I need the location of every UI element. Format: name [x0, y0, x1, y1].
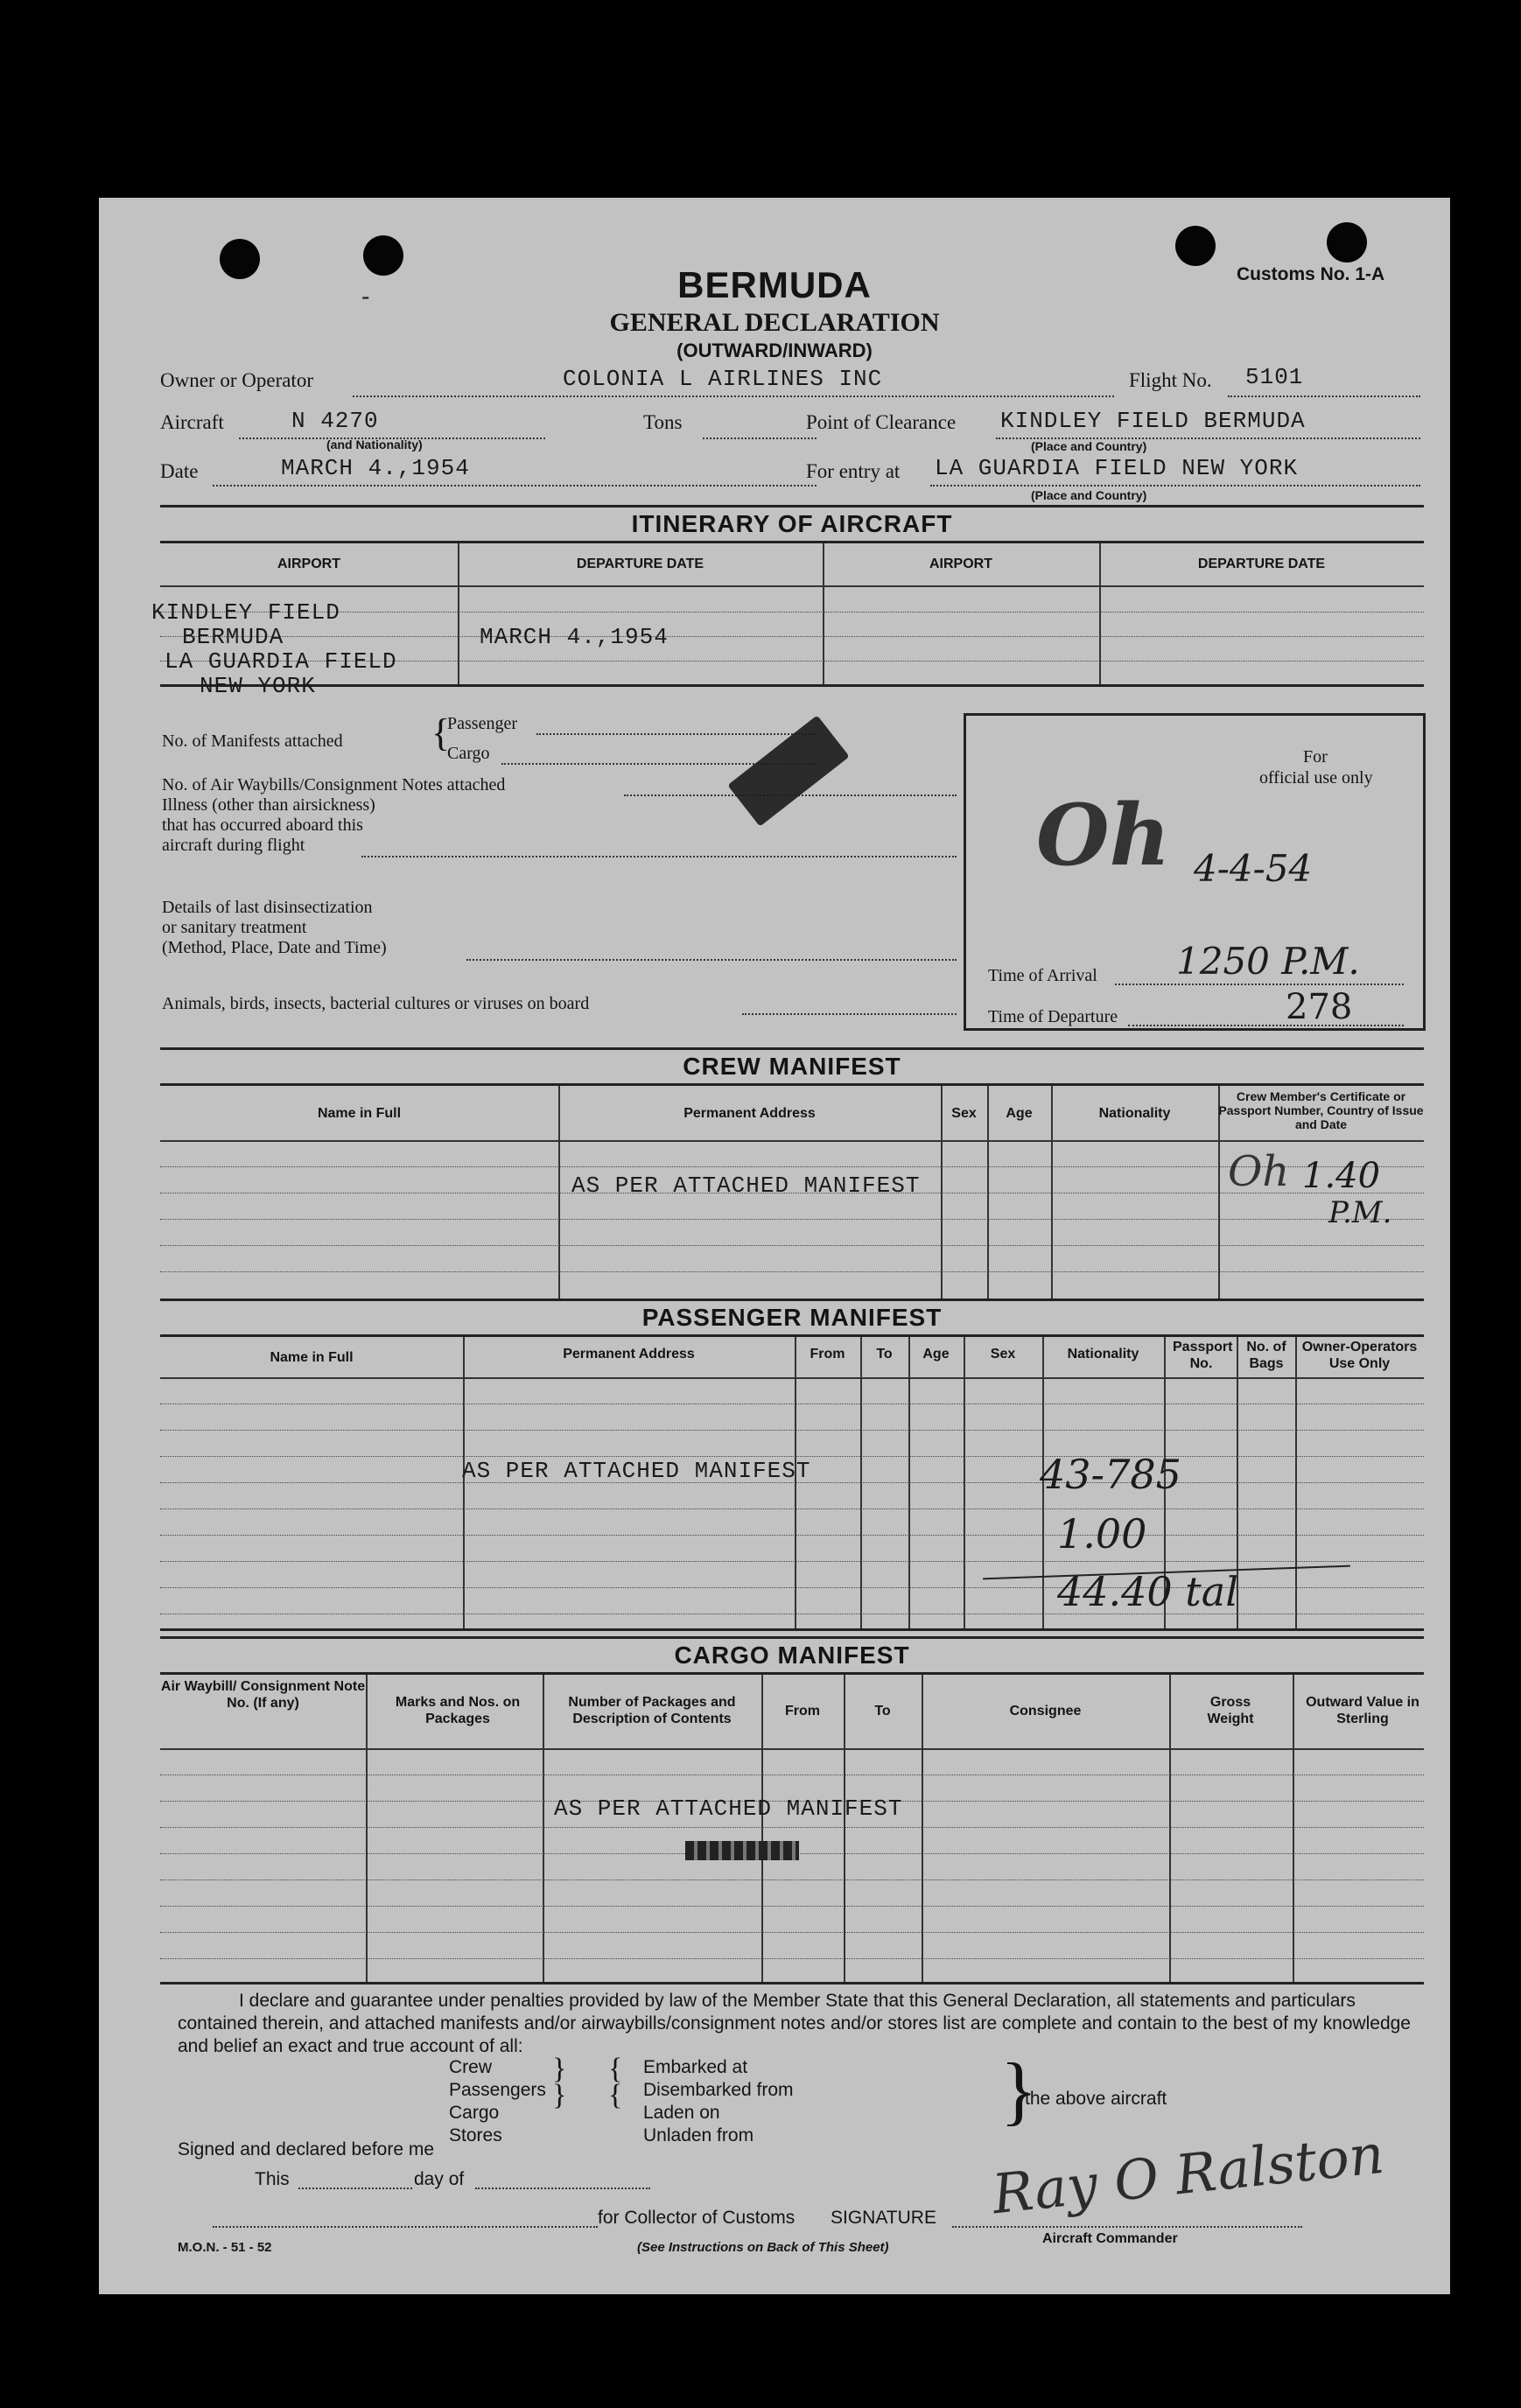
passenger-handwritten-count: 43-785	[1040, 1451, 1181, 1498]
form-title: BERMUDA	[677, 264, 872, 305]
col-airport: AIRPORT	[929, 556, 992, 571]
itinerary-airport-line: KINDLEY FIELD	[151, 599, 340, 626]
declaration-item: Disembarked from	[643, 2080, 794, 2100]
departure-time: 278	[1286, 987, 1353, 1027]
clearance-label: Point of Clearance	[806, 411, 957, 433]
col-value: Outward Value in Sterling	[1306, 1695, 1419, 1726]
declaration-suffix: the above aircraft	[1025, 2089, 1167, 2109]
owner-label: Owner or Operator	[160, 369, 313, 391]
date-value: MARCH 4.,1954	[281, 455, 470, 481]
col-address: Permanent Address	[563, 1347, 695, 1362]
entry-value: LA GUARDIA FIELD NEW YORK	[935, 455, 1299, 481]
passenger-heading: PASSENGER MANIFEST	[160, 1298, 1424, 1337]
form-code: M.O.N. - 51 - 52	[178, 2240, 272, 2255]
crew-handwritten-time: 1.40	[1302, 1156, 1381, 1196]
disinsectization-label: (Method, Place, Date and Time)	[162, 938, 387, 957]
declaration-form-sheet	[99, 198, 1450, 2294]
col-weight: Gross Weight	[1207, 1695, 1254, 1726]
crew-handwritten-pm: P.M.	[1328, 1195, 1392, 1230]
declaration-item: Cargo	[449, 2103, 500, 2123]
cargo-note: AS PER ATTACHED MANIFEST	[554, 1796, 903, 1822]
itinerary-airport-line: BERMUDA	[182, 624, 284, 650]
itinerary-departure-date: MARCH 4.,1954	[480, 624, 669, 650]
col-nationality: Nationality	[1067, 1347, 1139, 1362]
col-from: From	[810, 1347, 845, 1362]
cargo-table	[160, 1675, 1424, 1984]
signature-label: SIGNATURE	[831, 2208, 936, 2228]
animals-label: Animals, birds, insects, bacterial cultures or viruses on board	[162, 994, 590, 1013]
cargo-struck-text	[685, 1841, 799, 1860]
col-consignee: Consignee	[1009, 1704, 1082, 1718]
passenger-handwritten-fee: 1.00	[1057, 1510, 1147, 1558]
col-waybill: Air Waybill/ Consignment Note No. (If any)	[160, 1679, 366, 1711]
official-use-label: official use only	[1259, 768, 1373, 788]
cargo-heading: CARGO MANIFEST	[160, 1636, 1424, 1675]
col-sex: Sex	[990, 1347, 1016, 1362]
official-signature: Oh	[1036, 786, 1171, 885]
crew-note: AS PER ATTACHED MANIFEST	[571, 1172, 921, 1199]
itinerary-airport-line: LA GUARDIA FIELD	[165, 648, 397, 675]
collector-label: for Collector of Customs	[598, 2208, 796, 2228]
departure-label: Time of Departure	[988, 1007, 1118, 1026]
entry-label: For entry at	[806, 460, 901, 482]
col-name: Name in Full	[317, 1106, 402, 1121]
owner-value: COLONIA L AIRLINES INC	[563, 366, 883, 392]
declaration-item: Stores	[449, 2125, 502, 2146]
declaration-right-list	[643, 2056, 871, 2147]
flight-value: 5101	[1245, 364, 1304, 390]
col-owner-use: Owner-Operators Use Only	[1301, 1340, 1418, 1371]
official-use-box	[964, 713, 1426, 1031]
illness-label: Illness (other than airsickness)	[162, 795, 375, 815]
disinsectization-label: Details of last disinsectization	[162, 898, 373, 917]
waybills-label: No. of Air Waybills/Consignment Notes attached	[162, 775, 506, 794]
commander-label: Aircraft Commander	[1042, 2231, 1178, 2246]
aircraft-label: Aircraft	[160, 411, 224, 433]
crew-handwritten-initials: Oh	[1228, 1147, 1290, 1196]
declaration-braces: { {	[608, 2053, 623, 2111]
passenger-manifest-label: Passenger	[447, 714, 517, 733]
col-sex: Sex	[951, 1106, 977, 1121]
col-departure-date: DEPARTURE DATE	[1197, 556, 1326, 571]
arrival-label: Time of Arrival	[988, 966, 1097, 985]
passenger-note: AS PER ATTACHED MANIFEST	[462, 1458, 811, 1484]
col-to: To	[876, 1347, 893, 1362]
aircraft-value: N 4270	[291, 408, 379, 434]
declaration-item: Laden on	[643, 2103, 720, 2123]
illness-label: aircraft during flight	[162, 836, 305, 855]
day-of-label: day of	[414, 2169, 465, 2189]
declaration-text: I declare and guarantee under penalties provided by law of the Member State that this General Declaration, all statements and particulars contained therein, and attached manifests and/or airwaybills/consignment notes and/or stores list are complete and contain to the best of my knowledge and belief an exact and true account of all:	[178, 1991, 1411, 2056]
col-departure-date: DEPARTURE DATE	[576, 556, 704, 571]
official-use-label: For	[1303, 747, 1328, 766]
signed-label: Signed and declared before me	[178, 2139, 435, 2160]
declaration-item: Crew	[449, 2057, 493, 2077]
flight-label: Flight No.	[1129, 369, 1212, 391]
manifests-brace: {	[431, 711, 451, 754]
cargo-manifest-label: Cargo	[447, 744, 490, 763]
arrival-time: 1250 P.M.	[1176, 940, 1360, 983]
col-from: From	[785, 1704, 820, 1718]
customs-form-number: Customs No. 1-A	[1237, 264, 1385, 284]
col-to: To	[874, 1704, 891, 1718]
col-name: Name in Full	[270, 1350, 354, 1365]
manifests-label: No. of Manifests attached	[162, 732, 343, 751]
date-label: Date	[160, 460, 199, 482]
aircraft-nationality-note: (and Nationality)	[326, 438, 423, 452]
clearance-place-note: (Place and Country)	[1031, 439, 1147, 453]
pencil-mark: -	[361, 282, 370, 311]
col-age: Age	[1006, 1106, 1033, 1121]
tons-label: Tons	[643, 411, 683, 433]
col-nationality: Nationality	[1098, 1106, 1171, 1121]
col-airport: AIRPORT	[277, 556, 340, 571]
col-marks: Marks and Nos. on Packages	[395, 1695, 521, 1726]
declaration-item: Embarked at	[643, 2057, 748, 2077]
col-address: Permanent Address	[683, 1106, 816, 1121]
col-bags: No. of Bags	[1246, 1340, 1286, 1371]
instructions-note: (See Instructions on Back of This Sheet)	[637, 2240, 889, 2255]
col-packages: Number of Packages and Description of Contents	[568, 1695, 736, 1726]
clearance-value: KINDLEY FIELD BERMUDA	[1000, 408, 1306, 434]
redaction-stamp	[727, 715, 849, 826]
this-label: This	[255, 2169, 290, 2189]
punch-hole	[1327, 222, 1367, 262]
col-certificate: Crew Member's Certificate or Passport Number, Country of Issue and Date	[1218, 1089, 1424, 1131]
col-passport: Passport No.	[1173, 1340, 1233, 1371]
passenger-handwritten-total: 44.40 tal	[1057, 1568, 1238, 1615]
entry-place-note: (Place and Country)	[1031, 488, 1147, 502]
illness-label: that has occurred aboard this	[162, 816, 363, 835]
punch-hole	[1175, 226, 1216, 266]
disinsectization-label: or sanitary treatment	[162, 918, 307, 937]
declaration-braces: } }	[552, 2053, 567, 2111]
declaration-item: Unladen from	[643, 2125, 754, 2146]
itinerary-heading: ITINERARY OF AIRCRAFT	[160, 505, 1424, 543]
crew-heading: CREW MANIFEST	[160, 1047, 1424, 1086]
form-direction: (OUTWARD/INWARD)	[676, 340, 873, 361]
col-age: Age	[922, 1347, 950, 1362]
commander-signature: Ray O Ralston	[989, 2121, 1387, 2227]
itinerary-airport-line: NEW YORK	[200, 673, 316, 699]
form-subtitle: GENERAL DECLARATION	[609, 308, 940, 337]
declaration-big-brace: }	[1000, 2048, 1038, 2133]
declaration-item: Passengers	[449, 2080, 546, 2100]
official-handwritten-date: 4-4-54	[1194, 847, 1313, 890]
